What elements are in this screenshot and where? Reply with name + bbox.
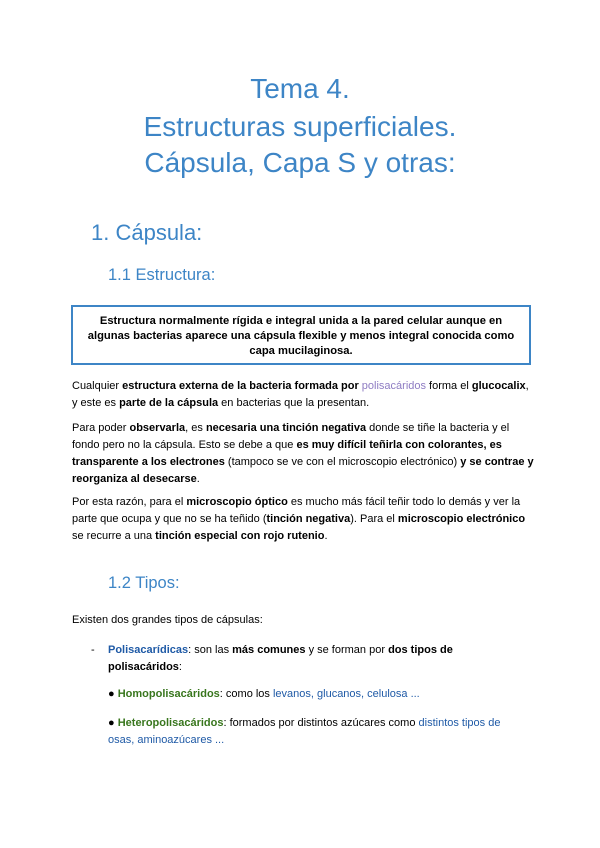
heteropolisacaridos-examples-link[interactable]: distintos tipos de osas, aminoazúcares ...: [108, 717, 501, 746]
bullet-icon: ●: [108, 688, 115, 700]
list-dash-marker: -: [91, 644, 95, 656]
bullet-heteropolisacaridos: ● Heteropolisacáridos: formados por distintos azúcares como distintos tipos de osas, aminoazúcares ...: [108, 717, 501, 746]
subsection-heading-estructura: 1.1 Estructura:: [108, 266, 216, 284]
doc-title-line3: Cápsula, Capa S y otras:: [144, 147, 456, 178]
paragraph-tipos-intro: Existen dos grandes tipos de cápsulas:: [72, 614, 263, 626]
subsection-heading-tipos: 1.2 Tipos:: [108, 574, 180, 592]
paragraph-observacion: Para poder observarla, es necesaria una tinción negativa donde se tiñe la bacteria y el fondo pero no la cápsula. Esto se debe a que es muy difícil teñirla con colorantes, es transparente a los electrones (tampoco se ve con el microscopio electrónico) y se contrae y reorganiza al desecarse.: [72, 422, 534, 485]
bullet-homopolisacaridos: ● Homopolisacáridos: como los levanos, glucanos, celulosa ...: [108, 688, 420, 700]
list-item-polisacaridicas: Polisacarídicas: son las más comunes y se forman por dos tipos de polisacáridos:: [108, 644, 453, 673]
section-heading-capsula: 1. Cápsula:: [91, 220, 203, 245]
doc-title-line2: Estructuras superficiales.: [143, 111, 457, 142]
bullet-icon: ●: [108, 717, 115, 729]
polisacaridos-highlight: polisacáridos: [361, 380, 426, 392]
paragraph-glucocalix: Cualquier estructura externa de la bacteria formada por polisacáridos forma el glucocalix, y este es parte de la cápsula en bacterias que la presentan.: [72, 380, 529, 409]
definition-box: [71, 305, 531, 365]
doc-title-line1: Tema 4.: [250, 73, 350, 104]
definition-text: Estructura normalmente rígida e integral unida a la pared celular aunque en algunas bacterias aparece una cápsula flexible y menos integral conocida como capa mucilaginosa.: [87, 315, 515, 357]
paragraph-microscopio: Por esta razón, para el microscopio óptico es mucho más fácil teñir todo lo demás y ver la parte que ocupa y que no se ha teñido (tinción negativa). Para el microscopio electrónico se recurre a una tinción especial con rojo rutenio.: [72, 496, 526, 542]
homopolisacaridos-examples-link[interactable]: levanos, glucanos, celulosa ...: [272, 688, 420, 700]
